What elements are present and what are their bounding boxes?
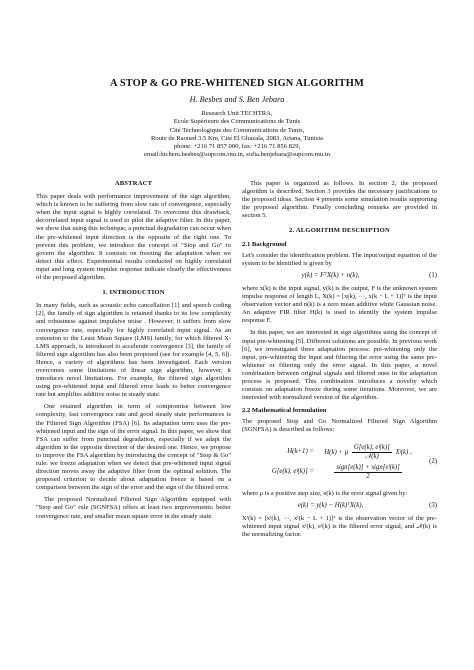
equation-2a-lhs: H(k+1) = (287, 447, 314, 455)
right-column (242, 180, 437, 543)
abstract-text: This paper deals with performance improvement of the sign algorithm, which is known to be suffering from slow rate of convergence, especially when the input signal is highly correlated. To overcome this drawback, decorrelated input signal is used to pilot the adaptive filter. In this paper, we show that using this technique, a punctual degradation can occur when the pre-whitened input direction is the opposite of the right one. To prevent this problem, we introduce the concept of "Stop and Go" to govern the algorithm. It consists on freezing the adaptation when we detect this effect. Experimental results conducted on highly correlated input and long system impulse response indicate clearly the effectiveness of the proposed algorithm. (36, 193, 231, 282)
introduction-heading: 1. INTRODUCTION (102, 289, 165, 297)
equation-2a-comma: , (410, 448, 412, 456)
background-paragraph: In this paper, we are interested in sign algorithms using the concept of input pre-whitening [5]. Different solutions are possible. In previous work [6], we investigated three adaptation process: pre-whitening only the input, pre-whitening the input and filtering the error using the same pre-whitener or filtering only the error signal. In this paper, a novel combination between original signals and filtered ones in the adaptation process is proposed. This combination introduces a novelty which consists on adaptation freeze during some iterations. Moreover, we are interested with normalized version of the algorithm. (242, 329, 437, 402)
affiliation-line: Route de Raoued 3.5 Km, Cité El Ghazala, 2083, Ariana, Tunisia (151, 134, 323, 142)
affiliation-email: email:hichem.besbes@supcom.rnu.tn, sofia.benjebara@supcom.rnu.tn (143, 151, 331, 159)
affiliation-block (0, 110, 474, 160)
equation-2b-fraction (334, 464, 402, 481)
formulation-paragraph: Xᶠ(k) = [xᶠ(k), ···, xᶠ(k − L + 1)]ᵀ is the observation vector of the pre-whitened input signal xᶠ(k), eᶠ(k) is the filtered error signal, and 𝒩(k) is the normalizing factor. (242, 514, 437, 538)
equation-1-body: y(k) = FᵀX(k) + n(k), (301, 271, 360, 279)
affiliation-line: Research Unit TECHTRA, (201, 110, 273, 117)
equation-2a-tail: Xᶠ(k) (395, 448, 409, 456)
intro-paragraph: In many fields, such as acoustic echo cancellation [1] and speech coding [2], the family of sign algorithm is retained thanks to its low complexity and robustness against impulsive noise . However, it suffers from slow convergence rate, especially for highly correlated input signal. As an extension to the Least Mean Square (LMS) family, for which filtered X-LMS approach, is introduced to accelerate convergence [3], the family of filtered sign algorithm has also been proposed (see for example [4, 5, 6]). Hence, a variety of algorithms has been investigated. Each version overcomes some limitations of linear sign algorithm, however, it introduces novel limitations. For example, the filtered sign algorithm using pre-whitened input and filtered error leads to better convergence rate but amplifies additive noise in steady state. (36, 302, 231, 399)
left-column (36, 180, 231, 525)
intro-paragraph: The proposed Normalized Filtered Sign Algorithm equipped with "Stop and Go" rule (SGNFSA) offers at least two improvements: better convergence rate, and smaller mean square error in the steady state. (36, 496, 231, 520)
affiliation-line: phone: +216 71 857 000, fax: +216 71 856 829, (173, 143, 301, 151)
abstract-heading: ABSTRACT (114, 180, 153, 187)
equation-1-number: (1) (429, 271, 437, 279)
equation-2-body (242, 441, 419, 484)
background-paragraph: Let's consider the identification problem. The input/output equation of the system to be identified is given by (242, 251, 437, 267)
equation-2a-denominator: 𝒩(k) (364, 452, 379, 460)
paper-authors: H. Besbes and S. Ben Jebara (189, 95, 285, 104)
background-paragraph: where x(k) is the input signal, y(k) is the output, F is the unknown system impulse response of length L, X(k) = [x(k), ···, x(k − L + 1)]ᵀ is the input observation vector and n(k) is a zero mean additive white Gaussian noise. An adaptive FIR filter H(k) is used to identify the system impulse response F. (242, 284, 437, 325)
equation-2b-numerator: sign[e(k)] + sign[eᶠ(k)] (336, 463, 400, 471)
equation-2a-fraction (352, 444, 392, 461)
equation-1 (242, 272, 437, 280)
equation-2a-term: H(k) + μ (324, 448, 349, 456)
equation-2b-denominator: 2 (366, 472, 370, 480)
equation-2 (242, 441, 437, 484)
affiliation-line: Ecole Supérieure des Communications de Tunis (173, 118, 301, 126)
equation-2-number: (2) (429, 457, 437, 465)
formulation-paragraph: The proposed Stop and Go Normalized Filtered Sign Algorithm (SGNFSA) is described as follows: (242, 418, 437, 434)
paper-title: A STOP & GO PRE-WHITENED SIGN ALGORITHM (110, 78, 364, 89)
organization-paragraph: This paper is organized as follows. In section 2, the proposed algorithm is described. Section 3 provides the necessary justifications to the proposed ideas. Section 4 presents some simulation results supporting the proposed algorithm. Finally concluding remarks are provided in section 5. (242, 180, 437, 220)
equation-2b-lhs: G[e(k), eᶠ(k)] = (271, 467, 314, 475)
formulation-paragraph: where μ is a positive step size, e(k) is the error signal given by: (242, 489, 408, 497)
equation-3-body: e(k) = y(k) − H(k)ᵀX(k), (297, 501, 364, 509)
section2-heading: 2. ALGORITHM DESCRIPTION (289, 227, 390, 235)
subsection-background-heading: 2.1 Background (242, 240, 287, 248)
equation-3 (242, 502, 437, 510)
subsection-formulation-heading: 2.2 Mathematical formulation (242, 407, 327, 415)
affiliation-line: Cité Technologique des Communications de Tunis, (169, 126, 305, 134)
equation-3-number: (3) (429, 501, 437, 509)
intro-paragraph: One retained algorithm in term of compromise between low complexity, fast convergence rate and good steady state performances is the Filtered Sign Algorithm (FSA) [6]. Its adaptation term uses the pre-whitened input and the sign of the error signal. In this paper, we show that FSA can suffer from punctual degradation, especially if we adapt the algorithm in the opposite direction of the desired one. Hence, we propose to improve the FSA algorithm by introducing the concept of "Stop & Go" rule: we freeze adaptation when we detect that pre-whitened input signal direction moves away the adaptive filter from the optimal solution. The proposed criterion to decide about adaptation freeze is based on a comparison between the sign of the error and the sign of the filtered error. (36, 403, 231, 492)
equation-2a-numerator: G[e(k), eᶠ(k)] (353, 443, 390, 451)
